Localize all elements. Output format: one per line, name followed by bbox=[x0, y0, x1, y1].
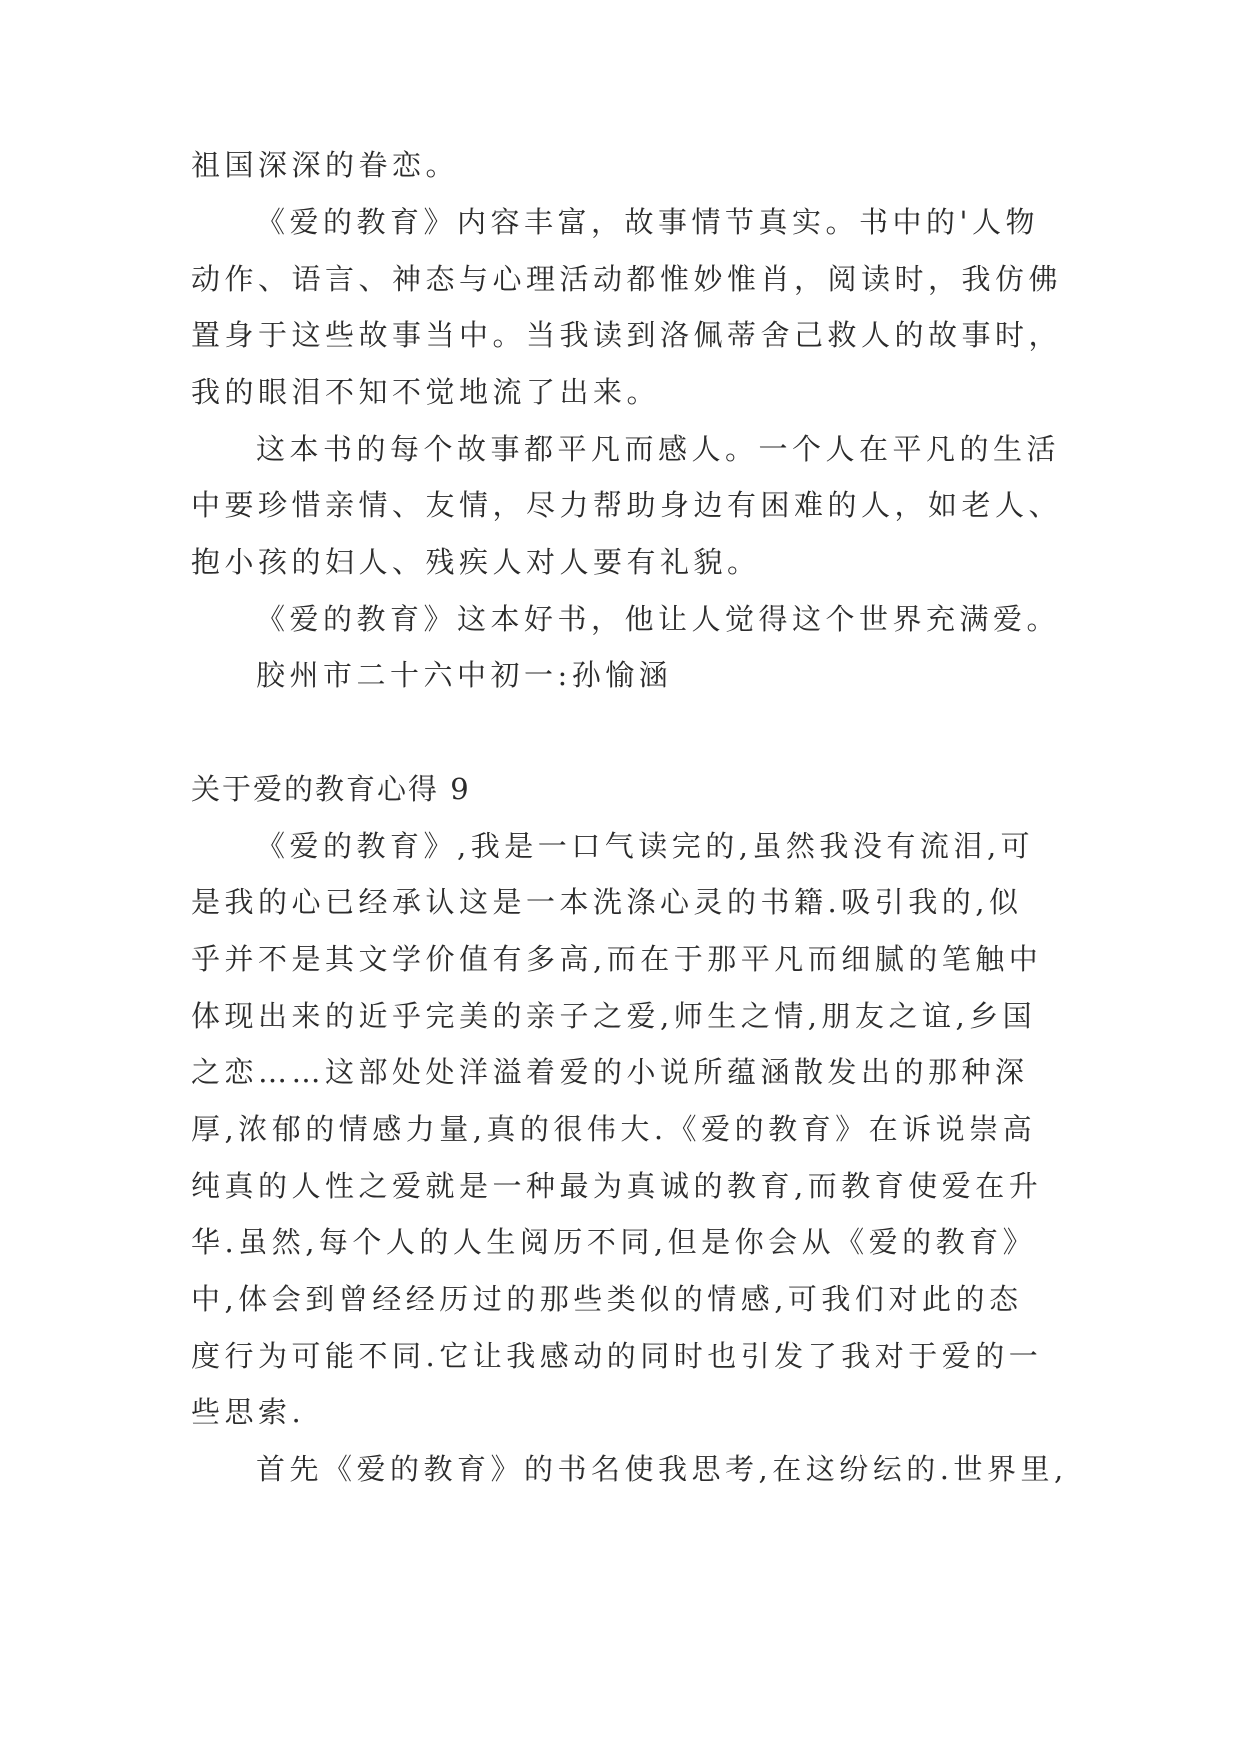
text-line: 这本书的每个故事都平凡而感人。一个人在平凡的生活 bbox=[256, 432, 1061, 466]
text-line: 《爱的教育》,我是一口气读完的,虽然我没有流泪,可 bbox=[256, 829, 1035, 863]
text-line: 抱小孩的妇人、残疾人对人要有礼貌。 bbox=[191, 545, 761, 579]
text-line: 度行为可能不同.它让我感动的同时也引发了我对于爱的一 bbox=[191, 1339, 1043, 1373]
text-line: 《爱的教育》内容丰富，故事情节真实。书中的'人物 bbox=[256, 205, 1039, 239]
section-heading: 关于爱的教育心得 9 bbox=[191, 772, 471, 806]
text-line: 中,体会到曾经经历过的那些类似的情感,可我们对此的态 bbox=[191, 1282, 1023, 1316]
text-line: 置身于这些故事当中。当我读到洛佩蒂舍己救人的故事时， bbox=[191, 318, 1063, 352]
signature-line: 胶州市二十六中初一:孙愉涵 bbox=[256, 658, 673, 692]
text-line: 之恋……这部处处洋溢着爱的小说所蕴涵散发出的那种深 bbox=[191, 1055, 1029, 1089]
text-line: 是我的心已经承认这是一本洗涤心灵的书籍.吸引我的,似 bbox=[191, 885, 1023, 919]
text-line: 华.虽然,每个人的人生阅历不同,但是你会从《爱的教育》 bbox=[191, 1225, 1037, 1259]
text-line: 我的眼泪不知不觉地流了出来。 bbox=[191, 375, 661, 409]
text-line: 纯真的人性之爱就是一种最为真诚的教育,而教育使爱在升 bbox=[191, 1169, 1043, 1203]
text-line: 动作、语言、神态与心理活动都惟妙惟肖，阅读时，我仿佛 bbox=[191, 262, 1063, 296]
text-line: 首先《爱的教育》的书名使我思考,在这纷纭的.世界里, bbox=[256, 1452, 1068, 1486]
text-line: 中要珍惜亲情、友情，尽力帮助身边有困难的人，如老人、 bbox=[191, 488, 1063, 522]
text-line: 祖国深深的眷恋。 bbox=[191, 148, 460, 182]
text-line: 《爱的教育》这本好书，他让人觉得这个世界充满爱。 bbox=[256, 602, 1061, 636]
text-line: 厚,浓郁的情感力量,真的很伟大.《爱的教育》在诉说崇高 bbox=[191, 1112, 1037, 1146]
text-line: 些思索. bbox=[191, 1395, 306, 1429]
text-line: 乎并不是其文学价值有多高,而在于那平凡而细腻的笔触中 bbox=[191, 942, 1043, 976]
text-line: 体现出来的近乎完美的亲子之爱,师生之情,朋友之谊,乡国 bbox=[191, 999, 1037, 1033]
